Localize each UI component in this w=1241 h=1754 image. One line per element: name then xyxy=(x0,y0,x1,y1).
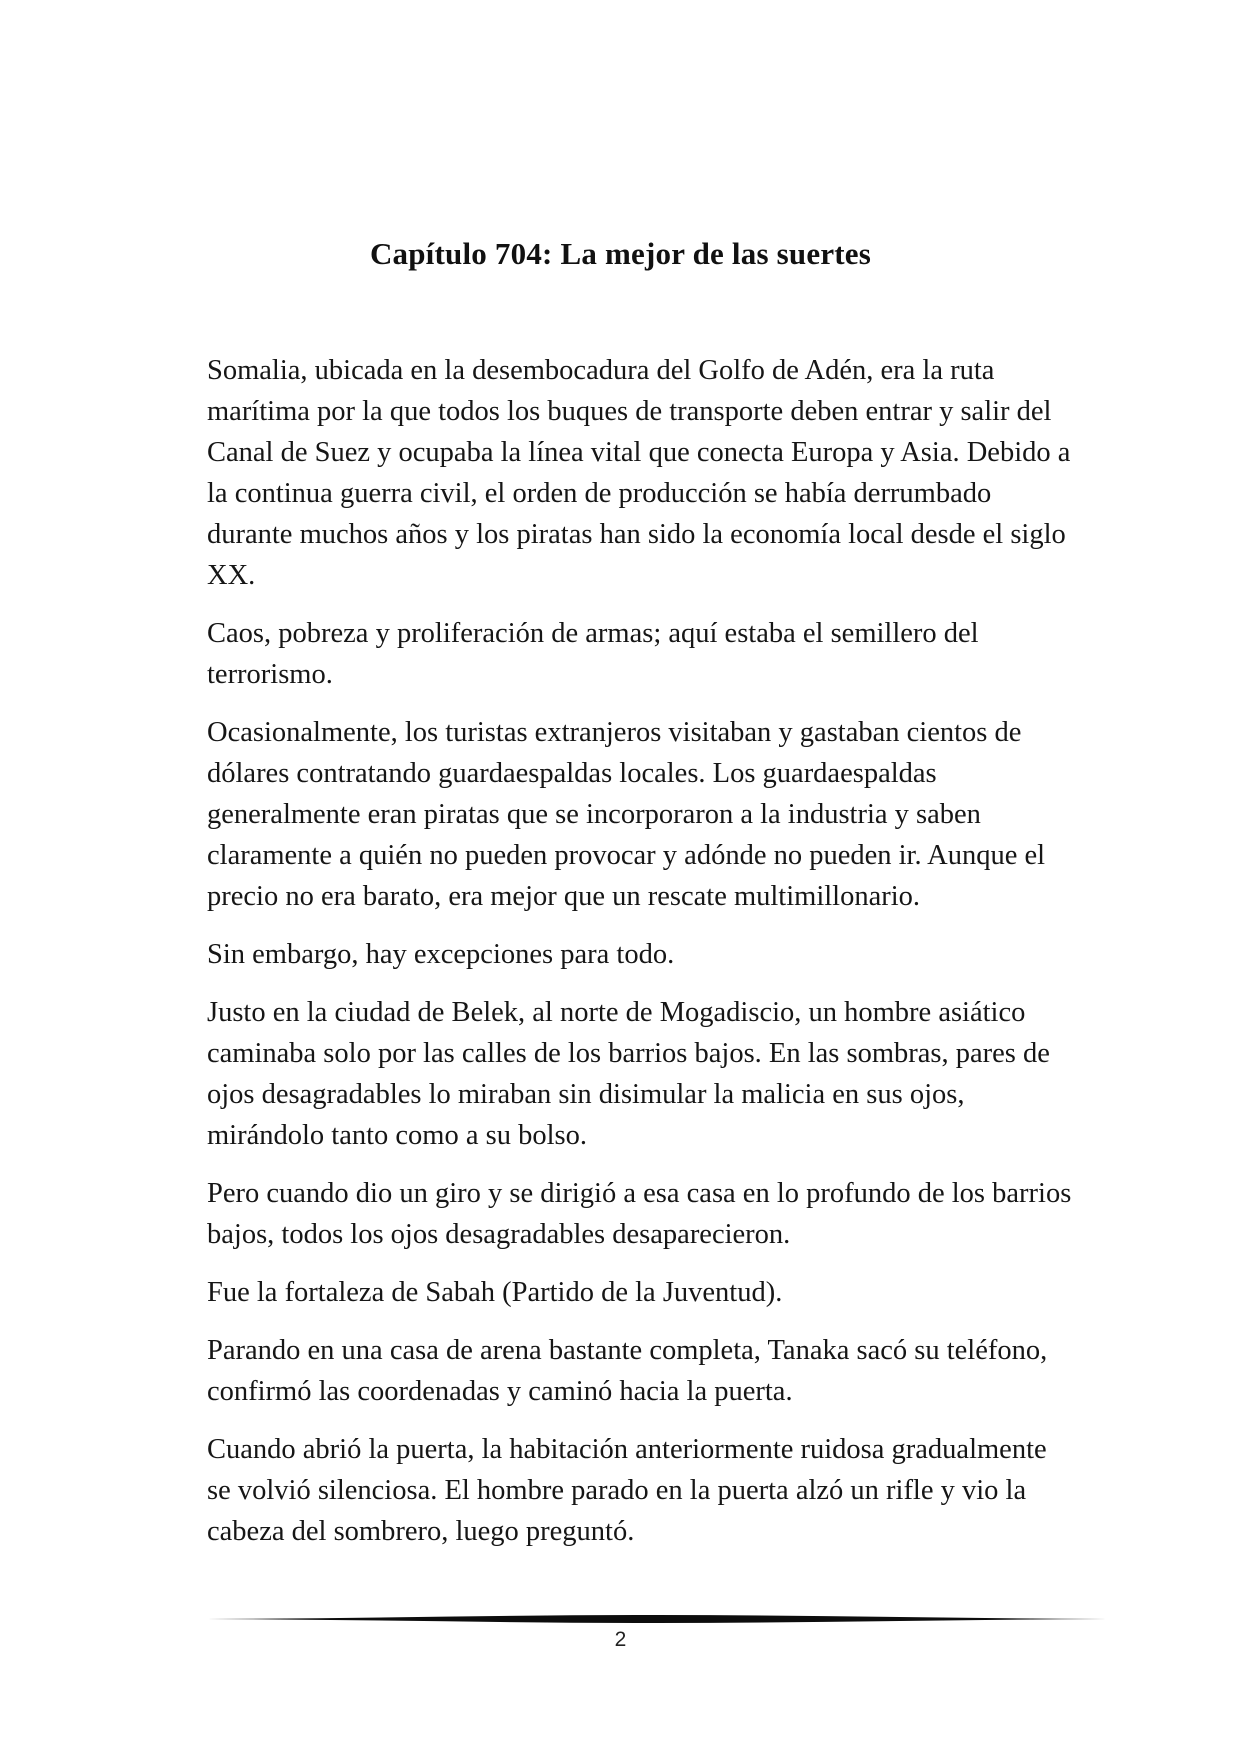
footer-divider xyxy=(207,1612,1107,1626)
paragraph: Pero cuando dio un giro y se dirigió a esa casa en lo profundo de los barrios bajos, todos los ojos desagradables desaparecieron. xyxy=(207,1178,1072,1250)
chapter-title: Capítulo 704: La mejor de las suertes xyxy=(369,236,872,271)
paragraph: Fue la fortaleza de Sabah (Partido de la Juventud). xyxy=(207,1277,783,1308)
paragraph: Caos, pobreza y proliferación de armas; aquí estaba el semillero del terrorismo. xyxy=(207,618,979,690)
paragraph: Cuando abrió la puerta, la habitación anteriormente ruidosa gradualmente se volvió silenciosa. El hombre parado en la puerta alzó un rifle y vio la cabeza del sombrero, luego preguntó. xyxy=(207,1434,1047,1547)
paragraph: Justo en la ciudad de Belek, al norte de Mogadiscio, un hombre asiático caminaba solo por las calles de los barrios bajos. En las sombras, pares de ojos desagradables lo miraban sin disimular la malicia en sus ojos, mirándolo tanto como a su bolso. xyxy=(207,997,1050,1151)
chapter-body xyxy=(207,350,1077,1569)
paragraph: Parando en una casa de arena bastante completa, Tanaka sacó su teléfono, confirmó las coordenadas y caminó hacia la puerta. xyxy=(207,1335,1048,1407)
paragraph: Somalia, ubicada en la desembocadura del Golfo de Adén, era la ruta marítima por la que todos los buques de transporte deben entrar y salir del Canal de Suez y ocupaba la línea vital que conecta Europa y Asia. Debido a la continua guerra civil, el orden de producción se había derrumbado durante muchos años y los piratas han sido la economía local desde el siglo XX. xyxy=(207,355,1071,591)
paragraph: Ocasionalmente, los turistas extranjeros visitaban y gastaban cientos de dólares contratando guardaespaldas locales. Los guardaespaldas generalmente eran piratas que se incorporaron a la industria y saben claramente a quién no pueden provocar y adónde no pueden ir. Aunque el precio no era barato, era mejor que un rescate multimillonario. xyxy=(207,717,1046,912)
paragraph: Sin embargo, hay excepciones para todo. xyxy=(207,939,675,970)
page-number: 2 xyxy=(614,1628,627,1651)
